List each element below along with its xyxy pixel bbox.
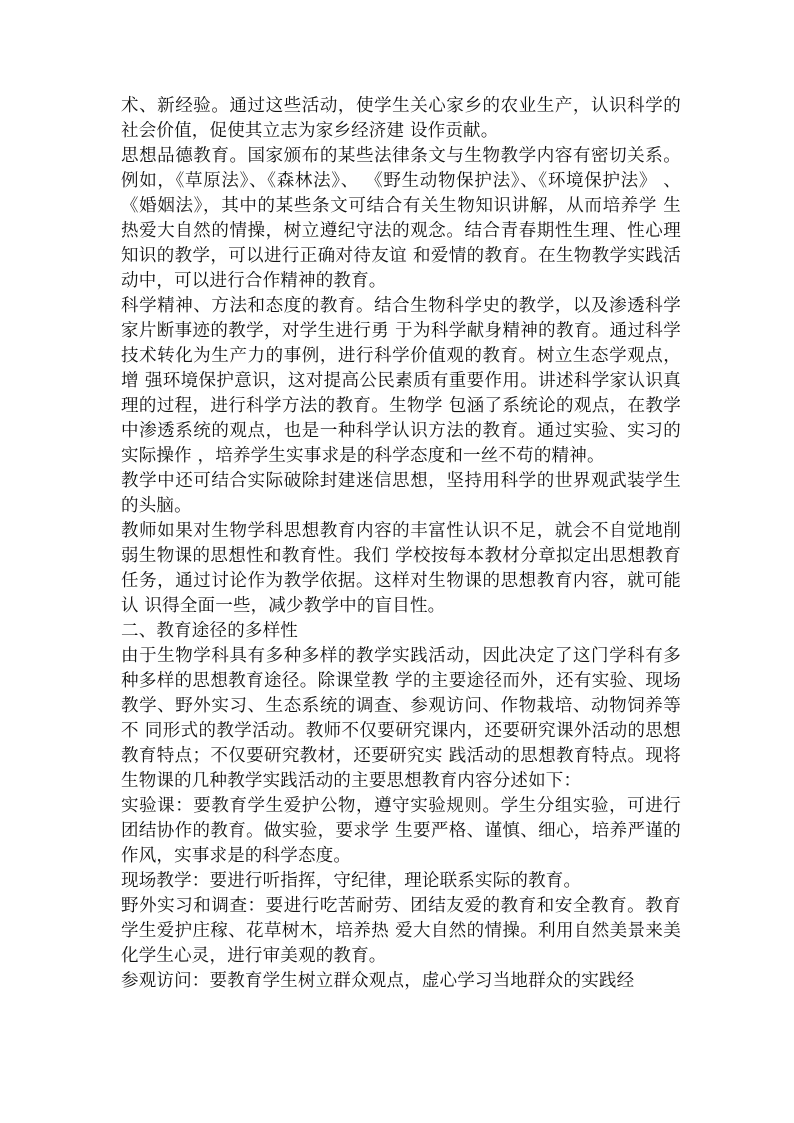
- paragraph-moral-education: 思想品德教育。国家颁布的某些法律条文与生物教学内容有密切关系。例如，《草原法》、《森林法》、 《野生动物保护法》、《环境保护法》 、《婚姻法》，其中的某些条文可结合有关生物知识讲解，从而培养学 生热爱大自然的情操，树立遵纪守法的观念。结合青春期性生理、性心理知识的教学，可以进行正确对待友谊 和爱情的教育。在生物教学实践活动中，可以进行合作精神的教育。: [121, 146, 681, 291]
- paragraph-lab-class: 实验课：要教育学生爱护公物，遵守实验规则。学生分组实验，可进行团结协作的教育。做实验，要求学 生要严格、谨慎、细心，培养严谨的作风，实事求是的科学态度。: [121, 796, 681, 866]
- section-heading-diversity: 二、教育途径的多样性: [121, 621, 298, 641]
- paragraph-teacher-awareness: 教师如果对生物学科思想教育内容的丰富性认识不足，就会不自觉地削弱生物课的思想性和教育性。我们 学校按每本教材分章拟定出思想教育任务，通过讨论作为教学依据。这样对生物课的思想教育内容，就可能认 识得全面一些，减少教学中的盲目性。: [121, 521, 681, 616]
- paragraph-field-teaching: 现场教学：要进行听指挥，守纪律，理论联系实际的教育。: [121, 871, 582, 891]
- paragraph-diverse-approaches: 由于生物学科具有多种多样的教学实践活动，因此决定了这门学科有多种多样的思想教育途径。除课堂教 学的主要途径而外，还有实验、现场教学、野外实习、生态系统的调查、参观访问、作物栽培、动物饲养等不 同形式的教学活动。教师不仅要研究课内，还要研究课外活动的思想教育特点；不仅要研究教材，还要研究实 践活动的思想教育特点。现将生物课的几种教学实践活动的主要思想教育内容分述如下：: [121, 646, 681, 791]
- paragraph-rural-value: 术、新经验。通过这些活动，使学生关心家乡的农业生产，认识科学的社会价值，促使其立志为家乡经济建 设作贡献。: [121, 96, 681, 141]
- paragraph-field-practice: 野外实习和调查：要进行吃苦耐劳、团结友爱的教育和安全教育。教育学生爱护庄稼、花草树木，培养热 爱大自然的情操。利用自然美景来美化学生心灵，进行审美观的教育。: [121, 896, 681, 966]
- paragraph-anti-superstition: 教学中还可结合实际破除封建迷信思想，坚持用科学的世界观武装学生的头脑。: [121, 471, 681, 516]
- paragraph-science-spirit: 科学精神、方法和态度的教育。结合生物科学史的教学，以及渗透科学家片断事迹的教学，对学生进行勇 于为科学献身精神的教育。通过科学技术转化为生产力的事例，进行科学价值观的教育。树立生态学观点，增 强环境保护意识，这对提高公民素质有重要作用。讲述科学家认识真理的过程，进行科学方法的教育。生物学 包涵了系统论的观点，在教学中渗透系统的观点，也是一种科学认识方法的教育。通过实验、实习的实际操作 ，培养学生实事求是的科学态度和一丝不苟的精神。: [121, 296, 681, 466]
- document-body: [121, 94, 681, 994]
- paragraph-visits: 参观访问：要教育学生树立群众观点，虚心学习当地群众的实践经: [121, 971, 635, 991]
